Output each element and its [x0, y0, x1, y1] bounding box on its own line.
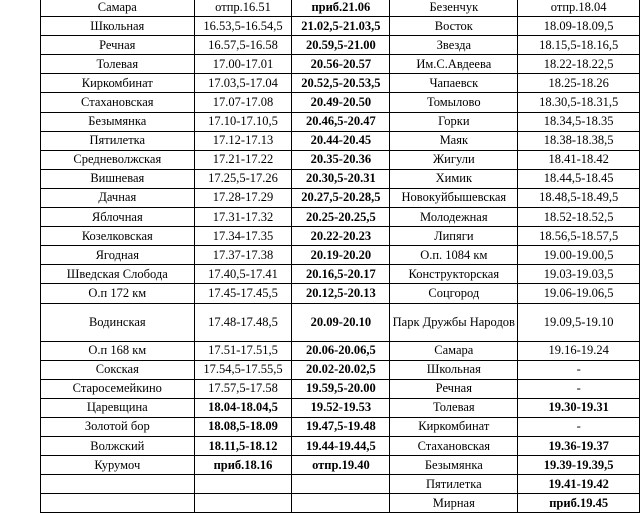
station-east-cell: Безымянка: [390, 456, 518, 475]
time-outbound-cell: 18.04-18.04,5: [194, 398, 292, 417]
time-east-cell: 19.41-19.42: [518, 475, 640, 494]
station-east-cell: Томылово: [390, 93, 518, 112]
time-outbound-cell: [194, 475, 292, 494]
station-west-cell: Толевая: [41, 55, 195, 74]
time-outbound-cell: 17.21-17.22: [194, 150, 292, 169]
time-return-cell: [292, 494, 390, 513]
station-east-cell: Жигули: [390, 150, 518, 169]
time-east-cell: 19.36-19.37: [518, 436, 640, 455]
time-east-cell: 18.41-18.42: [518, 150, 640, 169]
table-row: [41, 93, 640, 112]
time-east-cell: -: [518, 379, 640, 398]
station-east-cell: Соцгород: [390, 284, 518, 303]
time-outbound-cell: 17.57,5-17.58: [194, 379, 292, 398]
table-row: [41, 169, 640, 188]
time-return-cell: 19.59,5-20.00: [292, 379, 390, 398]
station-east-cell: Конструкторская: [390, 265, 518, 284]
time-return-cell: 20.52,5-20.53,5: [292, 74, 390, 93]
time-outbound-cell: 17.40,5-17.41: [194, 265, 292, 284]
station-east-cell: Химик: [390, 169, 518, 188]
time-east-cell: 19.30-19.31: [518, 398, 640, 417]
time-return-cell: 20.27,5-20.28,5: [292, 188, 390, 207]
time-outbound-cell: отпр.16.51: [194, 0, 292, 17]
time-outbound-cell: приб.18.16: [194, 456, 292, 475]
time-east-cell: -: [518, 360, 640, 379]
time-east-cell: 18.48,5-18.49,5: [518, 188, 640, 207]
table-row: [41, 494, 640, 513]
time-east-cell: 18.52-18.52,5: [518, 208, 640, 227]
time-east-cell: 18.25-18.26: [518, 74, 640, 93]
time-return-cell: 20.09-20.10: [292, 303, 390, 341]
station-west-cell: Сокская: [41, 360, 195, 379]
time-outbound-cell: 17.51-17.51,5: [194, 341, 292, 360]
station-west-cell: Ягодная: [41, 246, 195, 265]
table-row: [41, 150, 640, 169]
time-return-cell: 20.16,5-20.17: [292, 265, 390, 284]
time-east-cell: 18.44,5-18.45: [518, 169, 640, 188]
station-west-cell: Киркомбинат: [41, 74, 195, 93]
time-return-cell: 20.35-20.36: [292, 150, 390, 169]
table-row: [41, 227, 640, 246]
station-west-cell: Стахановская: [41, 93, 195, 112]
time-outbound-cell: 17.25,5-17.26: [194, 169, 292, 188]
station-west-cell: Шведская Слобода: [41, 265, 195, 284]
station-west-cell: Водинская: [41, 303, 195, 341]
time-outbound-cell: 18.11,5-18.12: [194, 436, 292, 455]
time-return-cell: 21.02,5-21.03,5: [292, 17, 390, 36]
station-east-cell: Маяк: [390, 131, 518, 150]
time-return-cell: 20.59,5-21.00: [292, 36, 390, 55]
station-west-cell: Яблочная: [41, 208, 195, 227]
time-outbound-cell: 17.34-17.35: [194, 227, 292, 246]
table-row: [41, 74, 640, 93]
station-west-cell: О.п 172 км: [41, 284, 195, 303]
station-east-cell: Горки: [390, 112, 518, 131]
station-east-cell: Безенчук: [390, 0, 518, 17]
time-return-cell: 20.49-20.50: [292, 93, 390, 112]
station-east-cell: Стахановская: [390, 436, 518, 455]
time-return-cell: 20.22-20.23: [292, 227, 390, 246]
time-return-cell: 20.56-20.57: [292, 55, 390, 74]
station-east-cell: Звезда: [390, 36, 518, 55]
station-east-cell: Мирная: [390, 494, 518, 513]
time-return-cell: отпр.19.40: [292, 456, 390, 475]
station-west-cell: Царевщина: [41, 398, 195, 417]
table-row: [41, 284, 640, 303]
time-outbound-cell: 16.57,5-16.58: [194, 36, 292, 55]
station-east-cell: Новокуйбышевская: [390, 188, 518, 207]
station-west-cell: Курумоч: [41, 456, 195, 475]
station-west-cell: Дачная: [41, 188, 195, 207]
table-row: [41, 398, 640, 417]
time-outbound-cell: 17.03,5-17.04: [194, 74, 292, 93]
time-east-cell: 19.03-19.03,5: [518, 265, 640, 284]
time-outbound-cell: [194, 494, 292, 513]
time-return-cell: приб.21.06: [292, 0, 390, 17]
time-outbound-cell: 17.31-17.32: [194, 208, 292, 227]
time-return-cell: 20.25-20.25,5: [292, 208, 390, 227]
station-west-cell: Золотой бор: [41, 417, 195, 436]
time-return-cell: 19.44-19.44,5: [292, 436, 390, 455]
time-east-cell: 18.56,5-18.57,5: [518, 227, 640, 246]
time-east-cell: 19.00-19.00,5: [518, 246, 640, 265]
time-return-cell: 19.47,5-19.48: [292, 417, 390, 436]
time-outbound-cell: 17.28-17.29: [194, 188, 292, 207]
time-return-cell: 20.30,5-20.31: [292, 169, 390, 188]
schedule-body: [41, 0, 640, 513]
station-west-cell: Средневолжская: [41, 150, 195, 169]
table-row: [41, 17, 640, 36]
time-return-cell: 20.44-20.45: [292, 131, 390, 150]
station-east-cell: Школьная: [390, 360, 518, 379]
time-east-cell: 18.22-18.22,5: [518, 55, 640, 74]
station-east-cell: Молодежная: [390, 208, 518, 227]
station-west-cell: [41, 475, 195, 494]
table-row: [41, 208, 640, 227]
table-row: [41, 360, 640, 379]
table-row: [41, 303, 640, 341]
time-outbound-cell: 16.53,5-16.54,5: [194, 17, 292, 36]
time-outbound-cell: 17.12-17.13: [194, 131, 292, 150]
time-outbound-cell: 17.45-17.45,5: [194, 284, 292, 303]
time-outbound-cell: 17.07-17.08: [194, 93, 292, 112]
table-row: [41, 131, 640, 150]
station-west-cell: Пятилетка: [41, 131, 195, 150]
station-east-cell: Парк Дружбы Народов: [390, 303, 518, 341]
time-return-cell: 20.12,5-20.13: [292, 284, 390, 303]
station-east-cell: Чапаевск: [390, 74, 518, 93]
time-east-cell: 18.38-18.38,5: [518, 131, 640, 150]
table-row: [41, 436, 640, 455]
time-return-cell: 20.02-20.02,5: [292, 360, 390, 379]
table-row: [41, 265, 640, 284]
time-east-cell: 18.34,5-18.35: [518, 112, 640, 131]
time-outbound-cell: 17.54,5-17.55,5: [194, 360, 292, 379]
time-east-cell: -: [518, 417, 640, 436]
station-east-cell: Толевая: [390, 398, 518, 417]
station-west-cell: Козелковская: [41, 227, 195, 246]
table-row: [41, 456, 640, 475]
time-east-cell: 18.09-18.09,5: [518, 17, 640, 36]
time-east-cell: 19.06-19.06,5: [518, 284, 640, 303]
station-west-cell: Безымянка: [41, 112, 195, 131]
time-east-cell: 18.15,5-18.16,5: [518, 36, 640, 55]
time-outbound-cell: 17.10-17.10,5: [194, 112, 292, 131]
station-west-cell: Вишневая: [41, 169, 195, 188]
station-west-cell: Самара: [41, 0, 195, 17]
table-row: [41, 0, 640, 17]
station-west-cell: [41, 494, 195, 513]
time-east-cell: отпр.18.04: [518, 0, 640, 17]
station-west-cell: Речная: [41, 36, 195, 55]
time-return-cell: 20.06-20.06,5: [292, 341, 390, 360]
time-east-cell: приб.19.45: [518, 494, 640, 513]
table-row: [41, 475, 640, 494]
time-return-cell: [292, 475, 390, 494]
station-east-cell: Речная: [390, 379, 518, 398]
time-return-cell: 19.52-19.53: [292, 398, 390, 417]
station-east-cell: О.п. 1084 км: [390, 246, 518, 265]
station-east-cell: Киркомбинат: [390, 417, 518, 436]
station-east-cell: Им.С.Авдеева: [390, 55, 518, 74]
time-outbound-cell: 17.37-17.38: [194, 246, 292, 265]
station-west-cell: Волжский: [41, 436, 195, 455]
station-east-cell: Пятилетка: [390, 475, 518, 494]
table-row: [41, 188, 640, 207]
table-row: [41, 112, 640, 131]
table-row: [41, 341, 640, 360]
station-east-cell: Восток: [390, 17, 518, 36]
time-outbound-cell: 17.00-17.01: [194, 55, 292, 74]
station-west-cell: Старосемейкино: [41, 379, 195, 398]
time-outbound-cell: 18.08,5-18.09: [194, 417, 292, 436]
time-east-cell: 19.39-19.39,5: [518, 456, 640, 475]
station-west-cell: О.п 168 км: [41, 341, 195, 360]
time-east-cell: 18.30,5-18.31,5: [518, 93, 640, 112]
time-east-cell: 19.16-19.24: [518, 341, 640, 360]
time-east-cell: 19.09,5-19.10: [518, 303, 640, 341]
table-row: [41, 246, 640, 265]
table-row: [41, 379, 640, 398]
time-return-cell: 20.19-20.20: [292, 246, 390, 265]
station-east-cell: Липяги: [390, 227, 518, 246]
time-return-cell: 20.46,5-20.47: [292, 112, 390, 131]
table-row: [41, 36, 640, 55]
station-west-cell: Школьная: [41, 17, 195, 36]
train-schedule-table: [40, 0, 640, 513]
table-row: [41, 55, 640, 74]
table-row: [41, 417, 640, 436]
time-outbound-cell: 17.48-17.48,5: [194, 303, 292, 341]
station-east-cell: Самара: [390, 341, 518, 360]
